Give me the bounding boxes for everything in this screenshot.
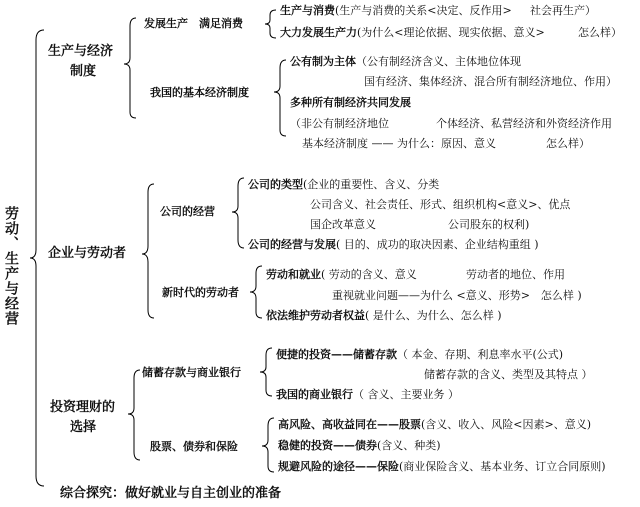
s1b-brace bbox=[274, 60, 286, 136]
conclusion-text: 综合探究：做好就业与自主创业的准备 bbox=[60, 486, 282, 501]
s3b3-row bbox=[278, 460, 606, 473]
s1b1-row bbox=[290, 55, 521, 68]
s2a2-text: ( 目的、成功的取决因素、企业结构重组 ) bbox=[336, 238, 539, 251]
s3-title: 投资理财的 bbox=[50, 400, 116, 415]
s3b2-text: (含义、种类) bbox=[377, 439, 441, 452]
root-brace bbox=[30, 30, 44, 486]
s1a2-row bbox=[280, 26, 545, 39]
s3b3-heading: 规避风险的途径——保险 bbox=[278, 460, 399, 473]
s1b2-text-d: 怎么样） bbox=[546, 137, 590, 150]
s1a2-heading: 大力发展生产力 bbox=[280, 26, 357, 39]
s2a2-heading: 公司的经营与发展 bbox=[248, 238, 336, 251]
s1a2-end: 怎么样） bbox=[578, 26, 622, 39]
s3a1-heading: 便捷的投资——储蓄存款 bbox=[276, 348, 397, 361]
s1a-brace bbox=[265, 10, 276, 38]
s3a2-heading: 我国的商业银行 bbox=[276, 388, 353, 401]
s2b-brace bbox=[250, 266, 262, 318]
s3b-label: 股票、债券和保险 bbox=[150, 440, 238, 453]
s2-brace bbox=[142, 184, 154, 318]
s1a1-row bbox=[280, 4, 512, 17]
s3b1-row bbox=[278, 418, 591, 431]
s1b2-heading: 多种所有制经济共同发展 bbox=[290, 96, 411, 109]
s3a2-text: （ 含义、主要业务 ） bbox=[353, 388, 459, 401]
s3b3-text: (商业保险含义、基本业务、订立合同原则) bbox=[399, 460, 606, 473]
s1b2-text-a: （非公有制经济地位 bbox=[290, 117, 389, 130]
s2b2-text: ( 是什么、为什么、怎么样 ) bbox=[365, 309, 502, 322]
s3a1-text-line2: 储蓄存款的含义、类型及其特点 ） bbox=[424, 368, 593, 381]
s1a1-end: 社会再生产） bbox=[530, 4, 596, 17]
s1a-label: 发展生产 满足消费 bbox=[144, 17, 243, 30]
s3b2-heading: 稳健的投资——债券 bbox=[278, 439, 377, 452]
root-title: 劳动、生产与经营 bbox=[3, 206, 19, 326]
s3a2-row bbox=[276, 388, 459, 401]
s2a1-text-line2: 公司含义、社会责任、形式、组织机构<意义>、优点 bbox=[310, 198, 571, 211]
s3a-label: 储蓄存款与商业银行 bbox=[142, 366, 241, 379]
s1a1-heading: 生产与消费 bbox=[280, 4, 335, 17]
s2a1-text: (企业的重要性、含义、分类 bbox=[303, 178, 440, 191]
s3b1-heading: 高风险、高收益同在——股票 bbox=[278, 418, 421, 431]
s1-title: 生产与经济 bbox=[48, 44, 114, 59]
s1-brace bbox=[124, 18, 136, 118]
s1b2-text-c: 基本经济制度 —— 为什么：原因、意义 bbox=[302, 137, 496, 150]
s2b1-row bbox=[266, 268, 417, 281]
s3a1-row bbox=[276, 348, 563, 361]
s2a1-row bbox=[248, 178, 439, 191]
s3b1-text: (含义、收入、风险<因素>、意义) bbox=[421, 418, 592, 431]
s1-title-line2: 制度 bbox=[70, 64, 97, 79]
s2a2-row bbox=[248, 238, 539, 251]
s2b-label: 新时代的劳动者 bbox=[162, 286, 239, 299]
s2a1-text-line3a: 国企改革意义 bbox=[310, 218, 376, 231]
s3-title-line2: 选择 bbox=[70, 420, 97, 435]
s2a-brace bbox=[232, 178, 244, 248]
s2a-label: 公司的经营 bbox=[160, 205, 215, 218]
s2b1-end: 劳动者的地位、作用 bbox=[466, 268, 565, 281]
s2b1-text-line2: 重视就业问题——为什么 <意义、形势> 怎么样 ) bbox=[332, 289, 582, 302]
s2a1-text-line3b: 公司股东的权利) bbox=[448, 218, 530, 231]
s3-brace bbox=[128, 370, 140, 460]
s1b1-heading: 公有制为主体 bbox=[290, 55, 356, 68]
s3b2-row bbox=[278, 439, 441, 452]
s2b1-heading: 劳动和就业 bbox=[266, 268, 321, 281]
s2b2-row bbox=[266, 309, 502, 322]
s1b1-text: （公有制经济含义、主体地位体现 bbox=[356, 55, 521, 68]
s1b1-text-line2: 国有经济、集体经济、混合所有制经济地位、作用） bbox=[364, 75, 617, 88]
s1b-label: 我国的基本经济制度 bbox=[150, 86, 249, 99]
s3a1-text: （ 本金、存期、利息率水平(公式) bbox=[397, 348, 564, 361]
s2-title: 企业与劳动者 bbox=[48, 246, 127, 261]
s2b1-text: ( 劳动的含义、意义 bbox=[321, 268, 417, 281]
s1b2-text-b: 个体经济、私营经济和外资经济作用 bbox=[436, 117, 612, 130]
s2b2-heading: 依法维护劳动者权益 bbox=[266, 309, 365, 322]
s1a1-text: (生产与消费的关系<决定、反作用> bbox=[335, 4, 512, 17]
s3a-brace bbox=[260, 348, 272, 396]
s1a2-text: (为什么<理论依据、现实依据、意义> bbox=[357, 26, 545, 39]
s3b-brace bbox=[262, 418, 274, 472]
s2a1-heading: 公司的类型 bbox=[248, 178, 303, 191]
